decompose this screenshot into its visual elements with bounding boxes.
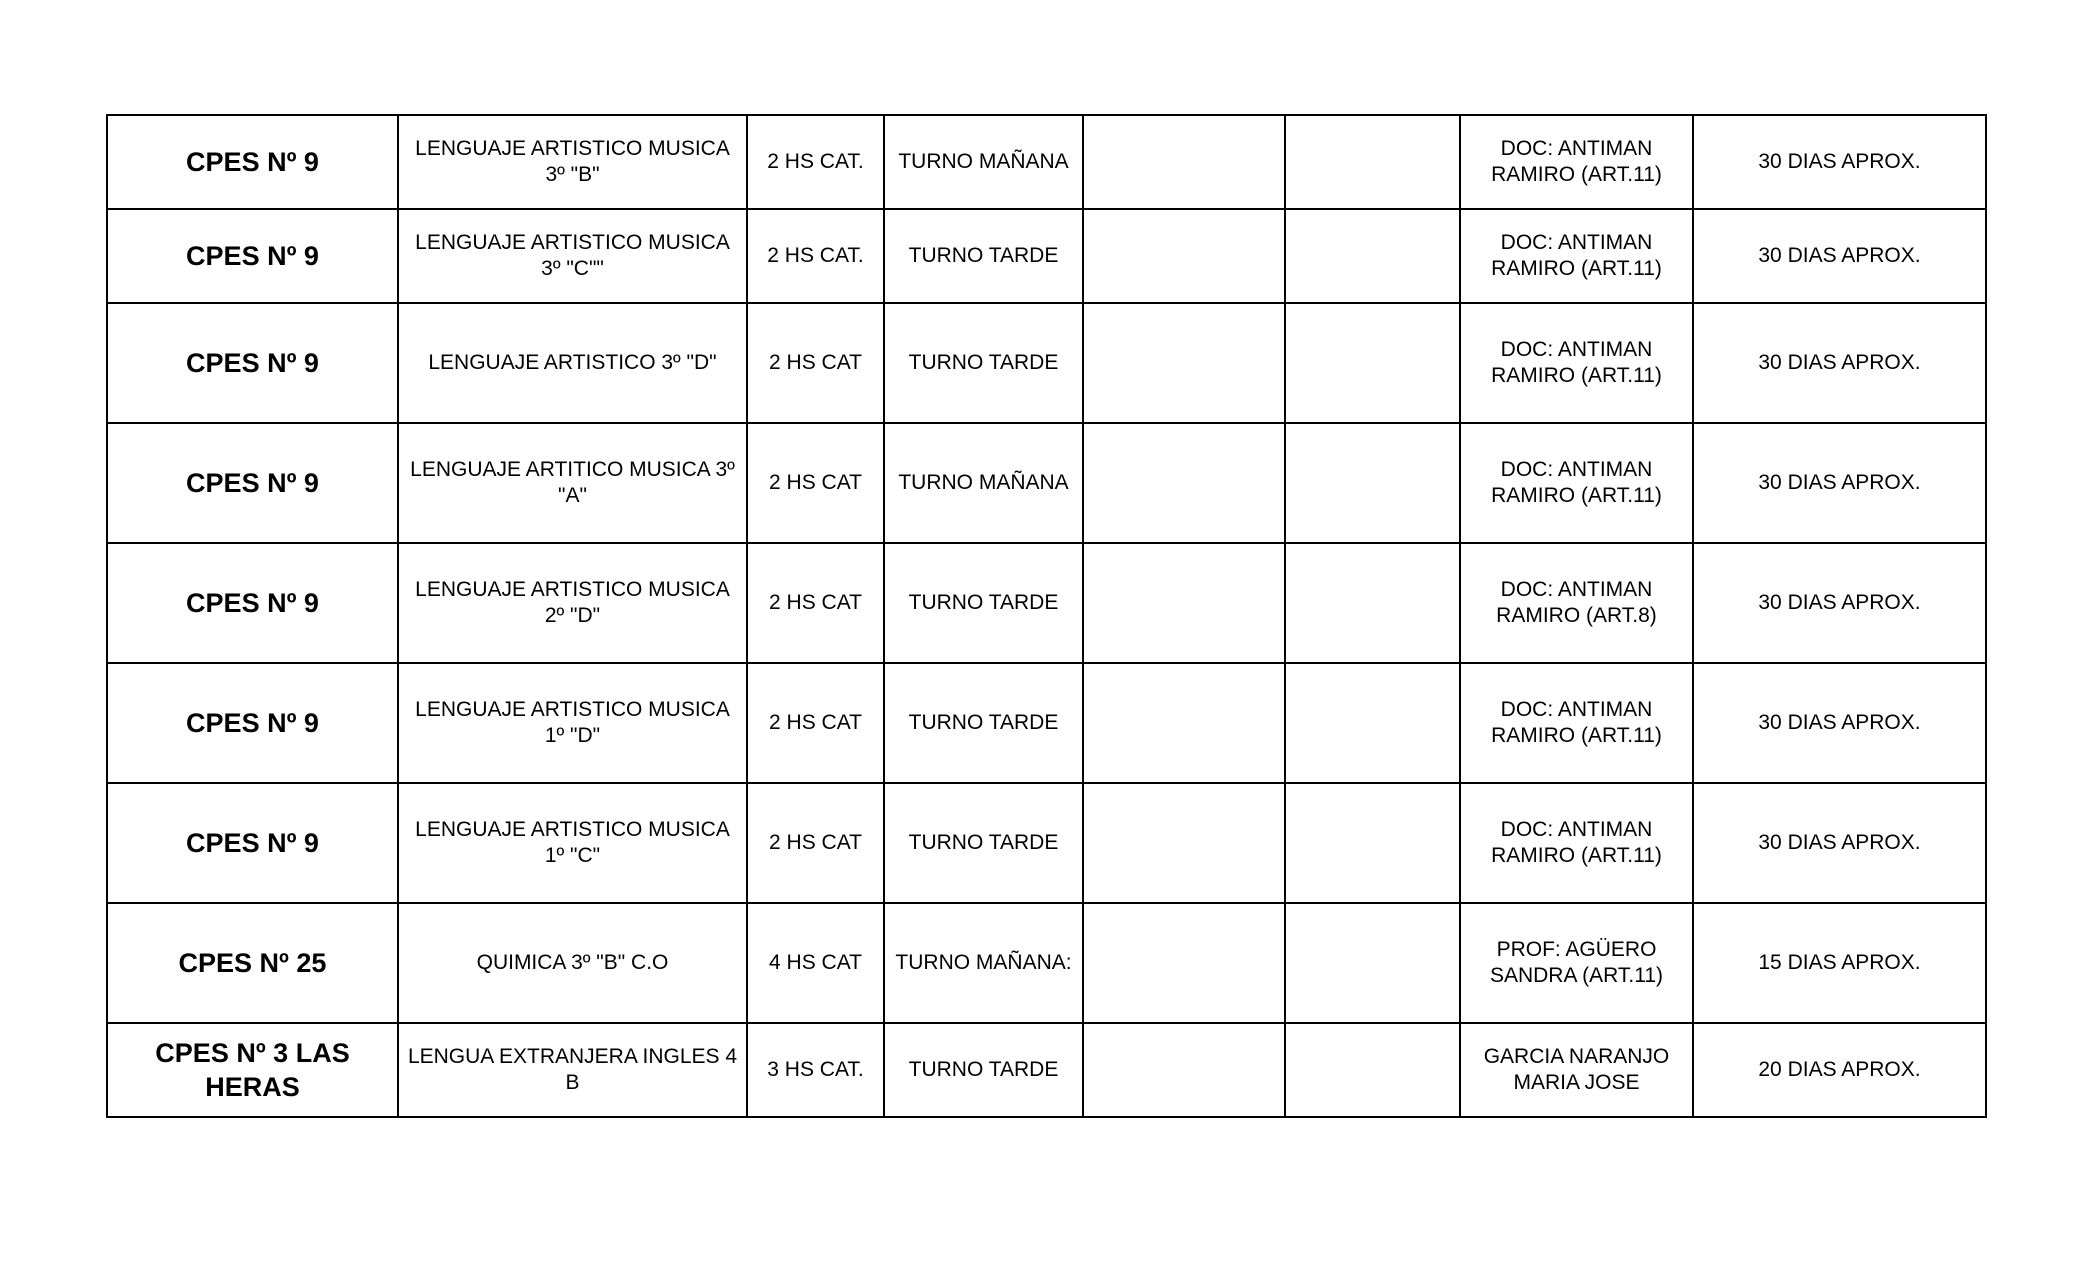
subject-cell: LENGUAJE ARTISTICO MUSICA 1º "D" <box>398 663 747 783</box>
table-row <box>107 303 1986 423</box>
shift-cell: TURNO MAÑANA <box>884 423 1083 543</box>
empty-cell <box>1285 1023 1460 1117</box>
table-row <box>107 783 1986 903</box>
hours-cell: 2 HS CAT. <box>747 209 884 303</box>
hours-cell: 2 HS CAT <box>747 543 884 663</box>
duration-cell: 15 DIAS APROX. <box>1693 903 1986 1023</box>
empty-cell <box>1083 1023 1285 1117</box>
school-cell: CPES Nº 9 <box>107 543 398 663</box>
hours-cell: 2 HS CAT <box>747 783 884 903</box>
shift-cell: TURNO TARDE <box>884 209 1083 303</box>
school-cell: CPES Nº 9 <box>107 303 398 423</box>
empty-cell <box>1285 663 1460 783</box>
shift-cell: TURNO TARDE <box>884 1023 1083 1117</box>
teacher-cell: DOC: ANTIMAN RAMIRO (ART.11) <box>1460 423 1693 543</box>
shift-cell: TURNO TARDE <box>884 783 1083 903</box>
duration-cell: 30 DIAS APROX. <box>1693 115 1986 209</box>
teacher-cell: GARCIA NARANJO MARIA JOSE <box>1460 1023 1693 1117</box>
subject-cell: LENGUAJE ARTITICO MUSICA 3º "A" <box>398 423 747 543</box>
shift-cell: TURNO TARDE <box>884 303 1083 423</box>
empty-cell <box>1285 303 1460 423</box>
empty-cell <box>1285 115 1460 209</box>
duration-cell: 30 DIAS APROX. <box>1693 543 1986 663</box>
school-cell: CPES Nº 3 LAS HERAS <box>107 1023 398 1117</box>
duration-cell: 30 DIAS APROX. <box>1693 663 1986 783</box>
empty-cell <box>1083 115 1285 209</box>
teacher-cell: DOC: ANTIMAN RAMIRO (ART.11) <box>1460 115 1693 209</box>
empty-cell <box>1285 423 1460 543</box>
hours-cell: 3 HS CAT. <box>747 1023 884 1117</box>
teacher-cell: DOC: ANTIMAN RAMIRO (ART.11) <box>1460 783 1693 903</box>
hours-cell: 2 HS CAT <box>747 423 884 543</box>
teacher-cell: PROF: AGÜERO SANDRA (ART.11) <box>1460 903 1693 1023</box>
school-cell: CPES Nº 9 <box>107 423 398 543</box>
teacher-cell: DOC: ANTIMAN RAMIRO (ART.8) <box>1460 543 1693 663</box>
empty-cell <box>1083 423 1285 543</box>
table-row <box>107 423 1986 543</box>
duration-cell: 20 DIAS APROX. <box>1693 1023 1986 1117</box>
table-row <box>107 209 1986 303</box>
subject-cell: LENGUAJE ARTISTICO MUSICA 2º "D" <box>398 543 747 663</box>
shift-cell: TURNO TARDE <box>884 663 1083 783</box>
empty-cell <box>1083 663 1285 783</box>
subject-cell: LENGUAJE ARTISTICO MUSICA 1º "C" <box>398 783 747 903</box>
table-row <box>107 663 1986 783</box>
table-row <box>107 543 1986 663</box>
empty-cell <box>1285 209 1460 303</box>
empty-cell <box>1285 783 1460 903</box>
duration-cell: 30 DIAS APROX. <box>1693 423 1986 543</box>
hours-cell: 4 HS CAT <box>747 903 884 1023</box>
subject-cell: LENGUAJE ARTISTICO 3º "D" <box>398 303 747 423</box>
shift-cell: TURNO MAÑANA <box>884 115 1083 209</box>
duration-cell: 30 DIAS APROX. <box>1693 783 1986 903</box>
empty-cell <box>1285 543 1460 663</box>
subject-cell: LENGUAJE ARTISTICO MUSICA 3º "C"" <box>398 209 747 303</box>
shift-cell: TURNO TARDE <box>884 543 1083 663</box>
empty-cell <box>1083 543 1285 663</box>
subject-cell: LENGUA EXTRANJERA INGLES 4 B <box>398 1023 747 1117</box>
teacher-cell: DOC: ANTIMAN RAMIRO (ART.11) <box>1460 663 1693 783</box>
hours-cell: 2 HS CAT <box>747 303 884 423</box>
empty-cell <box>1083 903 1285 1023</box>
empty-cell <box>1285 903 1460 1023</box>
teacher-cell: DOC: ANTIMAN RAMIRO (ART.11) <box>1460 209 1693 303</box>
hours-cell: 2 HS CAT. <box>747 115 884 209</box>
empty-cell <box>1083 783 1285 903</box>
subject-cell: QUIMICA 3º "B" C.O <box>398 903 747 1023</box>
school-cell: CPES Nº 9 <box>107 209 398 303</box>
subject-cell: LENGUAJE ARTISTICO MUSICA 3º "B" <box>398 115 747 209</box>
duration-cell: 30 DIAS APROX. <box>1693 209 1986 303</box>
table-row <box>107 1023 1986 1117</box>
hours-cell: 2 HS CAT <box>747 663 884 783</box>
table-row <box>107 115 1986 209</box>
empty-cell <box>1083 303 1285 423</box>
empty-cell <box>1083 209 1285 303</box>
school-cell: CPES Nº 9 <box>107 663 398 783</box>
shift-cell: TURNO MAÑANA: <box>884 903 1083 1023</box>
table-row <box>107 903 1986 1023</box>
vacancy-table <box>106 114 1987 1118</box>
school-cell: CPES Nº 9 <box>107 115 398 209</box>
school-cell: CPES Nº 9 <box>107 783 398 903</box>
school-cell: CPES Nº 25 <box>107 903 398 1023</box>
duration-cell: 30 DIAS APROX. <box>1693 303 1986 423</box>
teacher-cell: DOC: ANTIMAN RAMIRO (ART.11) <box>1460 303 1693 423</box>
